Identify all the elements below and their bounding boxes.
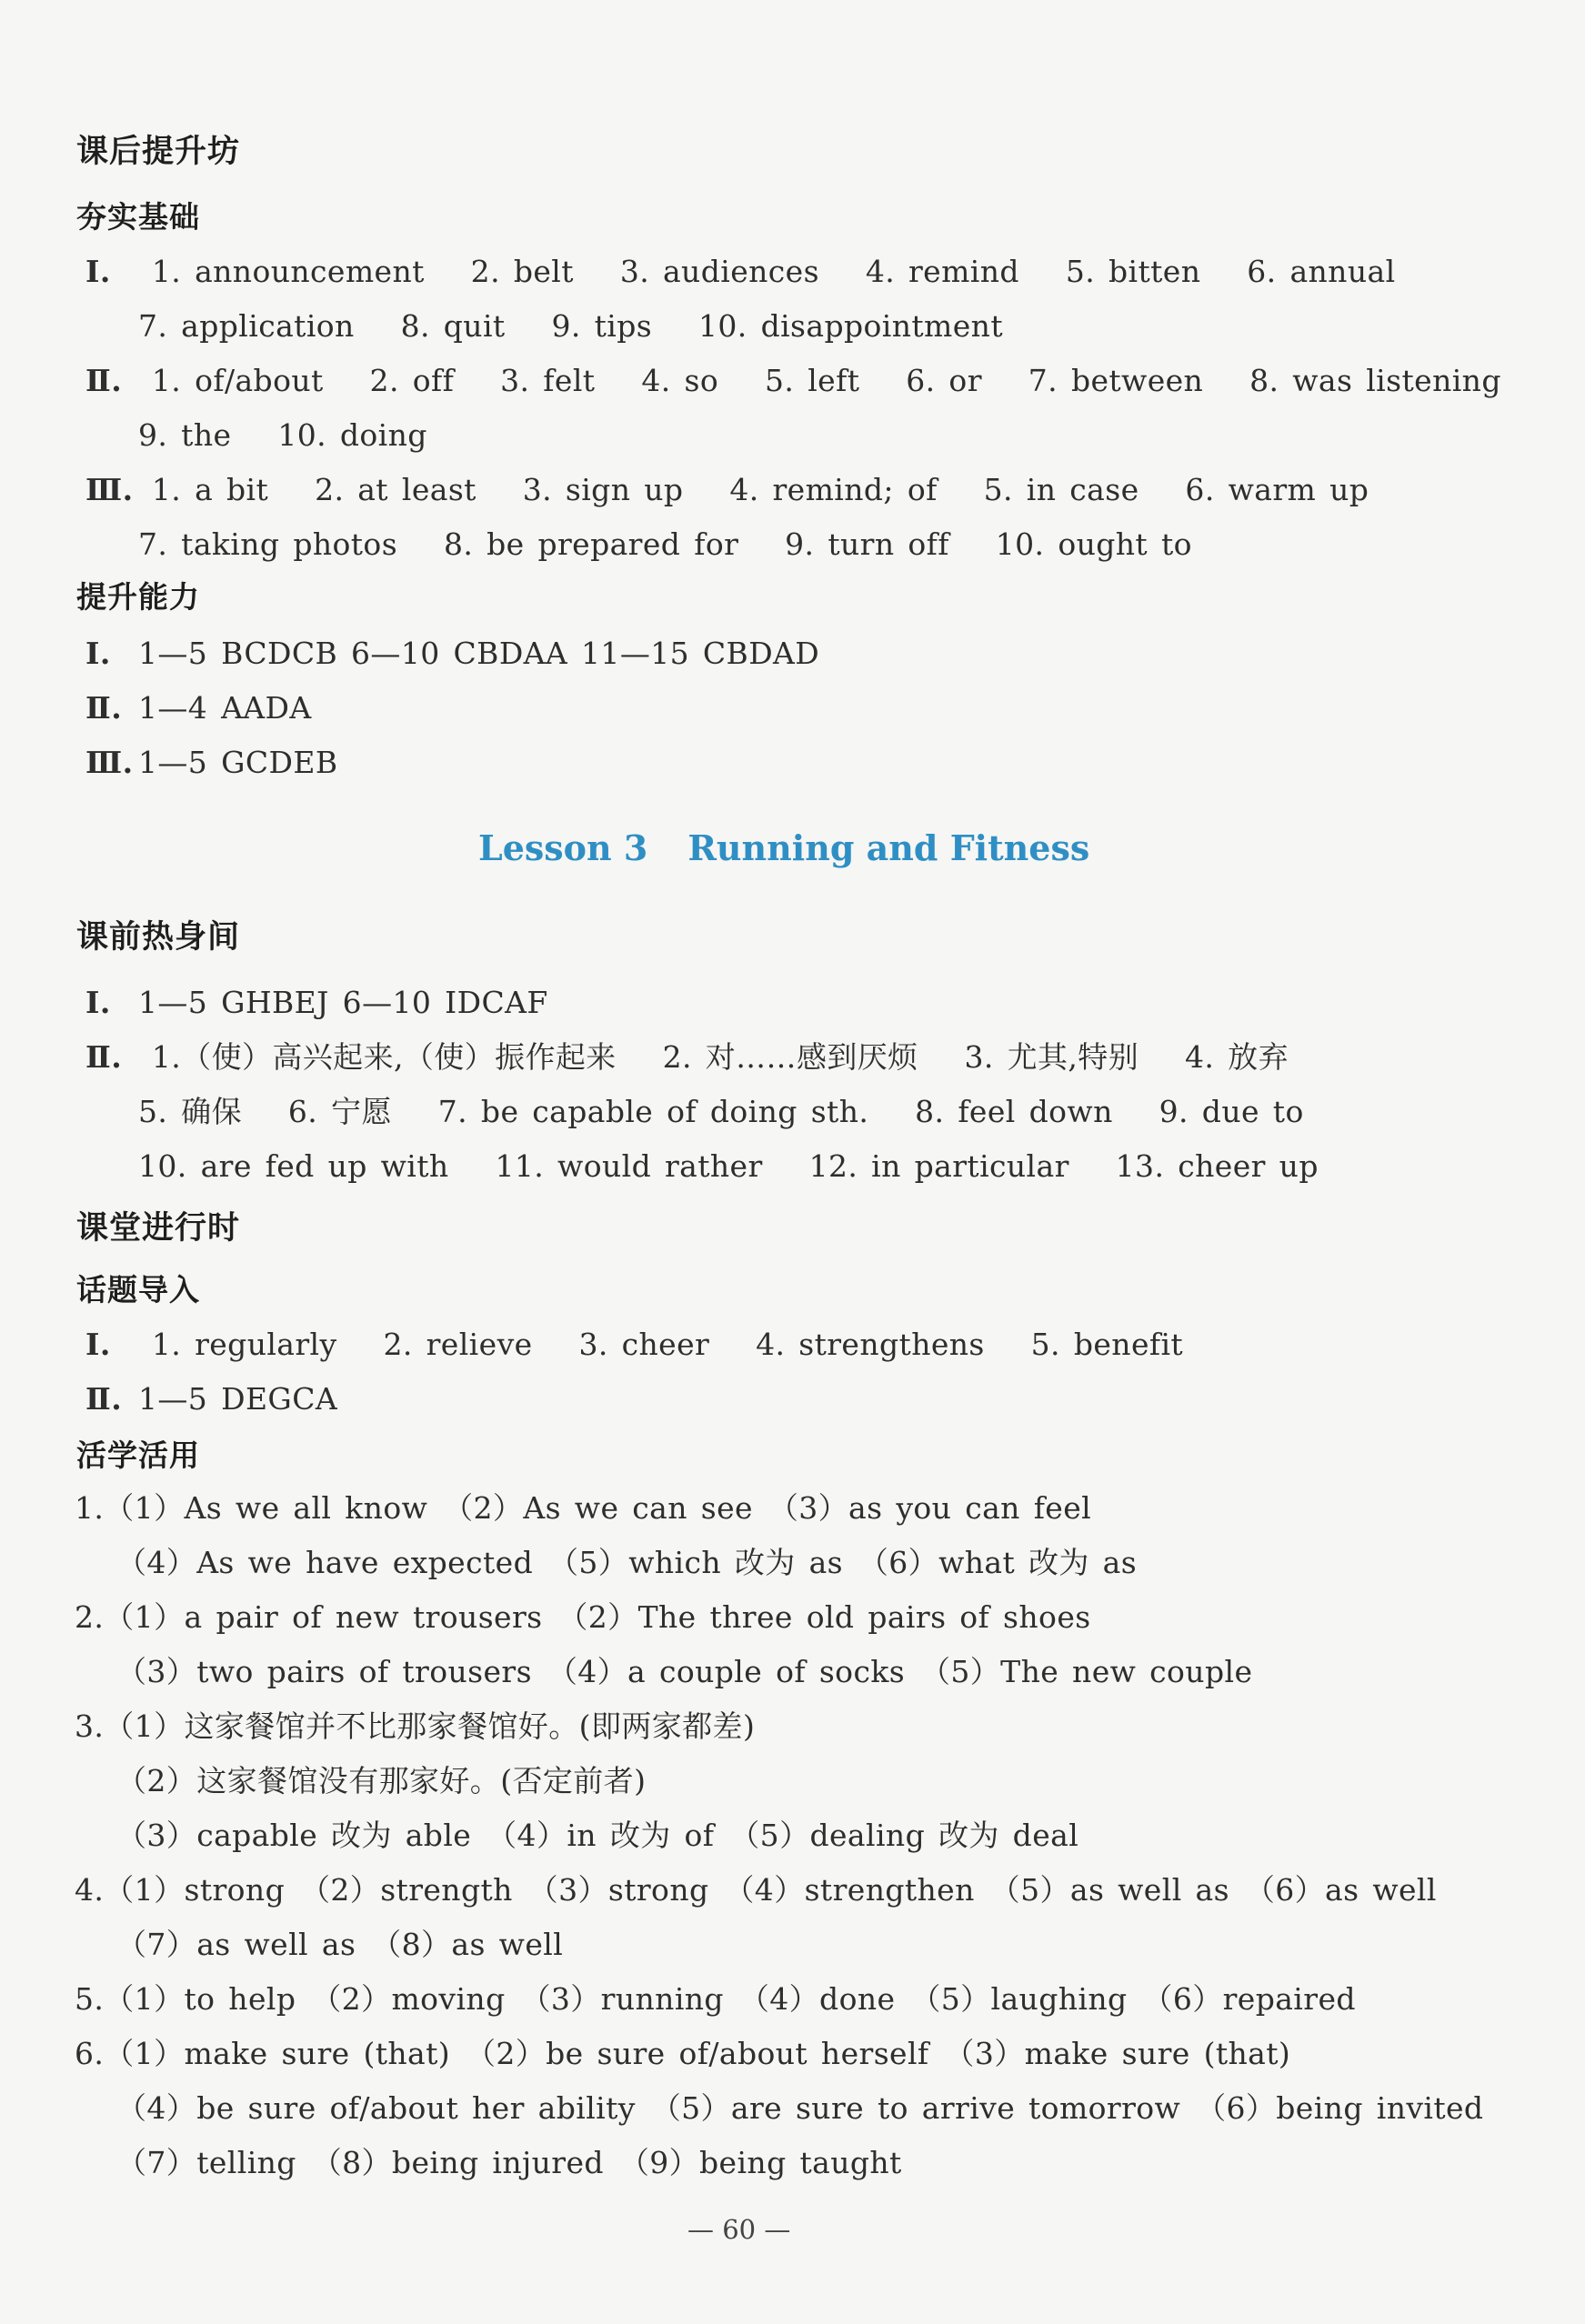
answer-item: 8. was listening <box>1249 363 1501 398</box>
answer-item: 5. benefit <box>1030 1327 1184 1362</box>
usage-line: 2.（1）a pair of new trousers （2）The three old pairs of shoes <box>75 1599 1091 1635</box>
answer-key: 1—5 BCDCB 6—10 CBDAA 11—15 CBDAD <box>138 636 820 671</box>
ability-row-2 <box>85 690 312 726</box>
answer-item: 5. bitten <box>1065 254 1201 289</box>
warmup-row-4 <box>138 1148 1319 1184</box>
lesson-title: Running and Fitness <box>687 827 1090 868</box>
subsection-title-basics: 夯实基础 <box>76 199 200 235</box>
answer-item: 8. feel down <box>915 1094 1113 1129</box>
answer-item: 2. relieve <box>383 1327 533 1362</box>
section-title-warmup: 课前热身间 <box>76 919 241 956</box>
answer-item: 4. so <box>641 363 719 398</box>
ability-row-3 <box>85 745 338 780</box>
roman-numeral: Ⅲ. <box>85 472 134 507</box>
answer-item: 1.（使）高兴起来,（使）振作起来 <box>151 1039 617 1075</box>
usage-line: （4）As we have expected （5）which 改为 as （6）what 改为 as <box>116 1545 1138 1580</box>
answer-item: 5. 确保 <box>138 1094 242 1129</box>
answer-item: 1. announcement <box>151 254 425 289</box>
ability-row-1 <box>85 636 820 671</box>
answer-item: 1. regularly <box>151 1327 337 1362</box>
answer-item: 3. audiences <box>619 254 819 289</box>
answer-item: 2. at least <box>315 472 477 507</box>
roman-numeral: Ⅱ. <box>85 1039 123 1075</box>
topic-row-2 <box>85 1381 338 1417</box>
answer-item: 11. would rather <box>495 1148 763 1184</box>
answer-item: 3. 尤其,特别 <box>964 1039 1139 1075</box>
usage-line: （2）这家餐馆没有那家好。(否定前者) <box>116 1763 647 1798</box>
answer-item: 10. are fed up with <box>138 1148 449 1184</box>
roman-numeral: Ⅰ. <box>85 636 111 671</box>
usage-line: 6.（1）make sure (that) （2）be sure of/about herself （3）make sure (that) <box>75 2036 1291 2071</box>
answer-item: 9. turn off <box>785 526 949 562</box>
usage-line: （3）two pairs of trousers （4）a couple of socks （5）The new couple <box>116 1654 1253 1689</box>
answer-item: 10. ought to <box>995 526 1192 562</box>
answer-item: 6. or <box>906 363 982 398</box>
warmup-row-2 <box>85 1039 1289 1075</box>
roman-numeral: Ⅰ. <box>85 985 111 1020</box>
answer-item: 12. in particular <box>808 1148 1069 1184</box>
basics-row-3 <box>85 363 1501 398</box>
roman-numeral: Ⅰ. <box>85 254 111 289</box>
basics-row-2 <box>138 308 1003 344</box>
subsection-title-topic: 话题导入 <box>76 1272 200 1307</box>
answer-item: 3. cheer <box>578 1327 710 1362</box>
answer-item: 6. warm up <box>1185 472 1369 507</box>
basics-row-1 <box>85 254 1396 289</box>
subsection-title-ability: 提升能力 <box>76 579 200 615</box>
answer-item: 9. the <box>138 417 232 453</box>
usage-line: （4）be sure of/about her ability （5）are sure to arrive tomorrow （6）being invited <box>116 2090 1484 2126</box>
subsection-title-usage: 活学活用 <box>76 1437 200 1473</box>
answer-item: 6. annual <box>1247 254 1396 289</box>
basics-row-4 <box>138 417 427 453</box>
roman-numeral: Ⅰ. <box>85 1327 111 1362</box>
answer-item: 3. felt <box>500 363 596 398</box>
answer-item: 2. 对……感到厌烦 <box>662 1039 918 1075</box>
answer-key: 1—5 GCDEB <box>138 745 338 780</box>
page-number: — 60 — <box>687 2214 791 2245</box>
answer-key: 1—4 AADA <box>138 690 312 726</box>
answer-item: 4. remind; of <box>729 472 938 507</box>
section-title-classroom: 课堂进行时 <box>76 1210 241 1247</box>
answer-item: 13. cheer up <box>1115 1148 1319 1184</box>
answer-item: 7. between <box>1028 363 1204 398</box>
answer-item: 9. tips <box>551 308 653 344</box>
answer-item: 9. due to <box>1159 1094 1304 1129</box>
usage-line: 4.（1）strong （2）strength （3）strong （4）strengthen （5）as well as （6）as well <box>75 1872 1437 1908</box>
usage-line: 1.（1）As we all know （2）As we can see （3）as you can feel <box>75 1490 1092 1526</box>
usage-line: 3.（1）这家餐馆并不比那家餐馆好。(即两家都差) <box>75 1708 756 1744</box>
answer-item: 7. application <box>138 308 355 344</box>
usage-line: （7）telling （8）being injured （9）being taught <box>116 2145 902 2180</box>
roman-numeral: Ⅱ. <box>85 363 123 398</box>
usage-line: （3）capable 改为 able （4）in 改为 of （5）dealing 改为 deal <box>116 1818 1079 1853</box>
answer-item: 8. be prepared for <box>443 526 739 562</box>
answer-item: 1. a bit <box>151 472 269 507</box>
answer-item: 7. taking photos <box>138 526 398 562</box>
answer-item: 5. left <box>765 363 860 398</box>
answer-item: 4. 放弃 <box>1185 1039 1289 1075</box>
answer-item: 5. in case <box>983 472 1139 507</box>
basics-row-6 <box>138 526 1192 562</box>
answer-item: 2. off <box>369 363 455 398</box>
answer-item: 1. of/about <box>151 363 324 398</box>
section-title-after-class: 课后提升坊 <box>76 134 241 170</box>
answer-item: 10. disappointment <box>698 308 1003 344</box>
answer-item: 6. 宁愿 <box>287 1094 392 1129</box>
topic-row-1 <box>85 1327 1184 1362</box>
answer-item: 8. quit <box>400 308 506 344</box>
answer-key: 1—5 DEGCA <box>138 1381 338 1417</box>
basics-row-5 <box>85 472 1369 507</box>
answer-item: 3. sign up <box>522 472 684 507</box>
answer-item: 2. belt <box>470 254 574 289</box>
warmup-row-1 <box>85 985 548 1020</box>
usage-line: 5.（1）to help （2）moving （3）running （4）done （5）laughing （6）repaired <box>75 1981 1356 2017</box>
roman-numeral: Ⅲ. <box>85 745 134 780</box>
warmup-row-3 <box>138 1094 1304 1129</box>
answer-item: 7. be capable of doing sth. <box>437 1094 869 1129</box>
lesson-number: Lesson 3 <box>478 827 648 868</box>
roman-numeral: Ⅱ. <box>85 690 123 726</box>
roman-numeral: Ⅱ. <box>85 1381 123 1417</box>
usage-line: （7）as well as （8）as well <box>116 1927 564 1962</box>
answer-item: 10. doing <box>277 417 427 453</box>
answer-key: 1—5 GHBEJ 6—10 IDCAF <box>138 985 548 1020</box>
lesson-heading <box>478 827 1090 868</box>
answer-item: 4. strengthens <box>756 1327 985 1362</box>
answer-item: 4. remind <box>865 254 1019 289</box>
